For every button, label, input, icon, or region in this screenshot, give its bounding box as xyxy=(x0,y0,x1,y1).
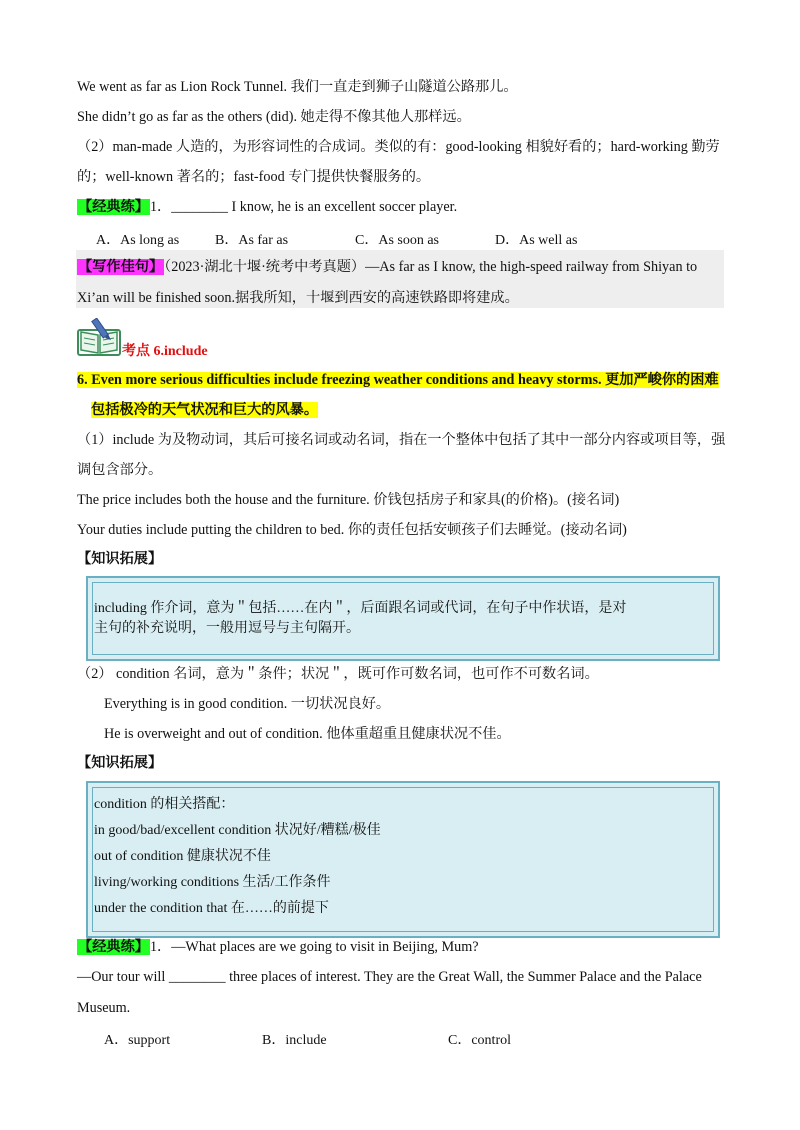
book-pencil-icon xyxy=(77,318,121,356)
writing-text: （2023·湖北十堰·统考中考真题）—As far as I know, the high-speed railway from Shiyan to xyxy=(164,259,698,275)
exercise-question: 1．—What places are we going to visit in Beijing, Mum? xyxy=(149,939,479,955)
box-line: out of condition 健康状况不佳 xyxy=(94,849,271,864)
box-line: including 作介词，意为＂包括……在内＂，后面跟名词或代词，在句子中作状语，是对 xyxy=(94,601,627,616)
key-sentence-text: 6. Even more serious difficulties include freezing weather conditions and heavy storms. 更加严峻你的困难 xyxy=(77,372,719,388)
writing-line: Xi’an will be finished soon.据我所知，十堰到西安的高速铁路即将建成。 xyxy=(77,290,519,306)
section-heading: 【知识拓展】 xyxy=(77,755,163,771)
box-line: under the condition that 在……的前提下 xyxy=(94,901,329,916)
example-sentence: He is overweight and out of condition. 他体重超重且健康状况不佳。 xyxy=(104,726,511,742)
example-sentence: The price includes both the house and the furniture. 价钱包括房子和家具(的价格)。(接名词) xyxy=(77,492,620,508)
example-sentence: Everything is in good condition. 一切状况良好。 xyxy=(104,696,391,712)
option-c: C．As soon as xyxy=(355,233,440,248)
option-a: A．support xyxy=(104,1033,171,1048)
exercise-stem xyxy=(77,937,479,957)
option-a: A．As long as xyxy=(96,233,180,248)
key-sentence xyxy=(77,370,719,390)
exercise-text: Museum. xyxy=(77,1000,131,1016)
box-line: 主句的补充说明，一般用逗号与主句隔开。 xyxy=(94,621,360,636)
example-sentence: Your duties include putting the children to bed. 你的责任包括安顿孩子们去睡觉。(接动名词) xyxy=(77,522,627,538)
box-line: living/working conditions 生活/工作条件 xyxy=(94,875,331,890)
text-line: （2）man-made 人造的，为形容词性的合成词。类似的有：good-looking 相貌好看的；hard-working 勤劳 xyxy=(77,139,720,155)
option-b: B．As far as xyxy=(215,233,289,248)
option-b: B．include xyxy=(262,1033,327,1048)
knowledge-box xyxy=(86,781,720,938)
key-sentence-text: 包括极冷的天气状况和巨大的风暴。 xyxy=(91,402,319,418)
exercise-tag: 【经典练】 xyxy=(78,939,149,955)
exercise-question: 1．________ I know, he is an excellent soccer player. xyxy=(149,199,458,215)
text-line: She didn’t go as far as the others (did). 她走得不像其他人那样远。 xyxy=(77,109,471,125)
option-c: C．control xyxy=(448,1033,511,1048)
section-heading: 【知识拓展】 xyxy=(77,551,163,567)
box-line: condition 的相关搭配： xyxy=(94,797,235,812)
exercise-tag: 【经典练】 xyxy=(78,199,149,215)
text-line: （1）include 为及物动词，其后可接名词或动名词，指在一个整体中包括了其中一部分内容或项目等，强 xyxy=(77,432,726,448)
section-title: 考点 6.include xyxy=(122,344,208,359)
key-sentence xyxy=(91,400,318,420)
text-line: 的；well-known 著名的；fast-food 专门提供快餐服务的。 xyxy=(77,169,431,185)
option-d: D．As well as xyxy=(495,233,578,248)
text-line: 调包含部分。 xyxy=(77,462,163,478)
box-line: in good/bad/excellent condition 状况好/糟糕/极佳 xyxy=(94,823,381,838)
writing-line xyxy=(77,257,697,277)
exercise-text: —Our tour will ________ three places of interest. They are the Great Wall, the Summer Palace and the Palace xyxy=(77,969,702,985)
text-line: We went as far as Lion Rock Tunnel. 我们一直走到狮子山隧道公路那儿。 xyxy=(77,79,518,95)
knowledge-box xyxy=(86,576,720,661)
text-line: （2） condition 名词，意为＂条件；状况＂，既可作可数名词，也可作不可数名词。 xyxy=(77,666,599,682)
writing-tag: 【写作佳句】 xyxy=(78,259,164,275)
exercise-stem xyxy=(77,197,457,217)
